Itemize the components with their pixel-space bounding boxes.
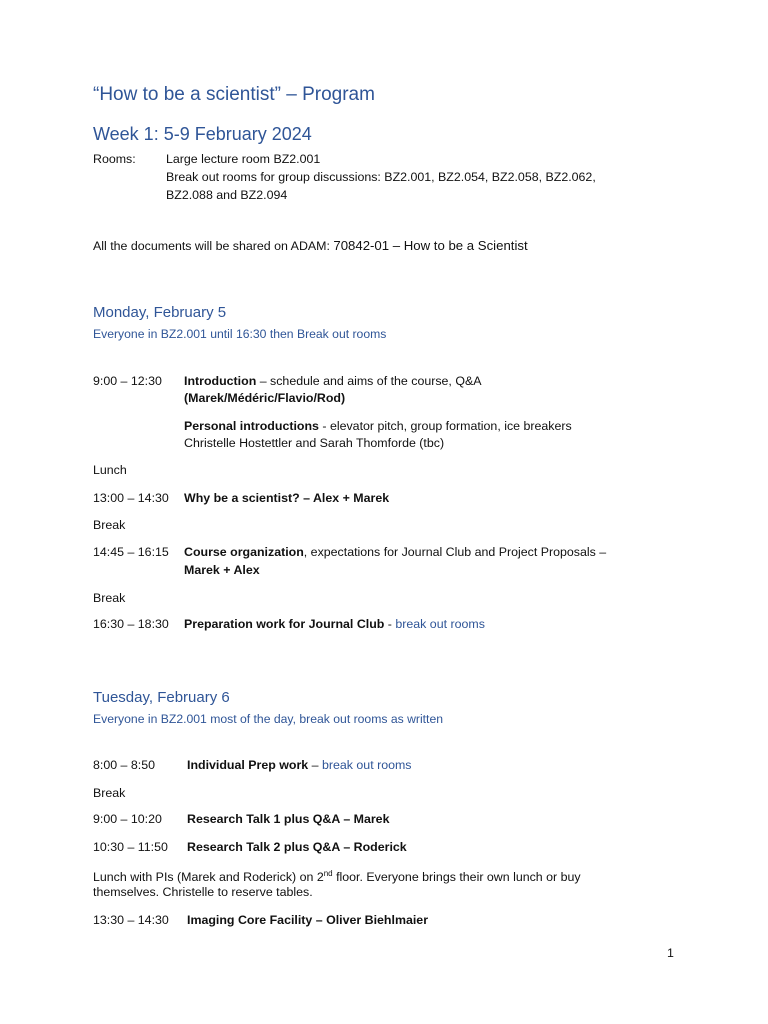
monday-s3-desc: , expectations for Journal Club and Project Proposals – — [303, 545, 607, 559]
monday-heading: Monday, February 5 — [93, 304, 227, 321]
tuesday-s2-title: Research Talk 1 plus Q&A – Marek — [187, 812, 390, 826]
monday-s1b-line — [184, 417, 572, 435]
monday-s4-room: break out rooms — [395, 617, 485, 631]
tuesday-s1-sep: – — [308, 758, 322, 772]
tuesday-s1-title: Individual Prep work — [187, 758, 309, 772]
monday-s1-people: (Marek/Médéric/Flavio/Rod) — [184, 391, 346, 405]
monday-s1-line — [184, 372, 482, 390]
monday-s2-title: Why be a scientist? – Alex + Marek — [184, 491, 390, 505]
monday-s3-time: 14:45 – 16:15 — [93, 545, 169, 559]
monday-note: Everyone in BZ2.001 until 16:30 then Break out rooms — [93, 327, 387, 341]
monday-s1-title: Introduction — [184, 374, 257, 388]
monday-s4-sep: - — [384, 617, 396, 631]
rooms-label: Rooms: — [93, 152, 136, 166]
tuesday-lunch-a: Lunch with PIs (Marek and Roderick) on 2 — [93, 870, 324, 885]
rooms-line-3: BZ2.088 and BZ2.094 — [166, 188, 288, 202]
monday-s1b-people: Christelle Hostettler and Sarah Thomforde (tbc) — [184, 436, 445, 450]
tuesday-lunch-b: floor. Everyone brings their own lunch or buy — [332, 870, 581, 885]
tuesday-heading: Tuesday, February 6 — [93, 689, 230, 706]
week-heading: Week 1: 5-9 February 2024 — [93, 124, 312, 144]
tuesday-s1-time: 8:00 – 8:50 — [93, 758, 156, 772]
monday-s3-title: Course organization — [184, 545, 304, 559]
tuesday-lunch-line-2: themselves. Christelle to reserve tables. — [93, 885, 313, 899]
tuesday-s3-title: Research Talk 2 plus Q&A – Roderick — [187, 840, 407, 854]
rooms-line-2: Break out rooms for group discussions: BZ2.001, BZ2.054, BZ2.058, BZ2.062, — [166, 170, 596, 184]
tuesday-break-1: Break — [93, 786, 126, 800]
tuesday-note: Everyone in BZ2.001 most of the day, break out rooms as written — [93, 712, 443, 726]
monday-s4-title: Preparation work for Journal Club — [184, 617, 385, 631]
tuesday-s1-room: break out rooms — [321, 758, 412, 772]
monday-lunch: Lunch — [93, 463, 127, 477]
adam-note — [93, 237, 528, 255]
monday-s3-people: Marek + Alex — [184, 563, 260, 577]
monday-s2-time: 13:00 – 14:30 — [93, 491, 169, 505]
page-number: 1 — [667, 946, 674, 960]
adam-course: 70842-01 – How to be a Scientist — [333, 238, 528, 253]
monday-s1b-desc: - elevator pitch, group formation, ice breakers — [318, 419, 572, 433]
rooms-line-1: Large lecture room BZ2.001 — [166, 152, 321, 166]
monday-s4-line — [184, 615, 485, 633]
document-title: “How to be a scientist” – Program — [93, 84, 375, 105]
monday-s1-desc: – schedule and aims of the course, Q&A — [256, 374, 482, 388]
tuesday-s1-line — [187, 756, 412, 774]
monday-break-2: Break — [93, 591, 126, 605]
tuesday-s4-title: Imaging Core Facility – Oliver Biehlmaier — [187, 913, 429, 927]
monday-s1b-title: Personal introductions — [184, 419, 319, 433]
monday-s4-time: 16:30 – 18:30 — [93, 617, 169, 631]
monday-s3-line — [184, 543, 606, 561]
monday-s1-time: 9:00 – 12:30 — [93, 374, 162, 388]
tuesday-s4-time: 13:30 – 14:30 — [93, 913, 169, 927]
tuesday-lunch-sup: nd — [323, 869, 333, 878]
tuesday-s2-time: 9:00 – 10:20 — [93, 812, 162, 826]
adam-text: All the documents will be shared on ADAM: — [93, 239, 334, 253]
monday-break-1: Break — [93, 518, 126, 532]
tuesday-s3-time: 10:30 – 11:50 — [93, 840, 168, 854]
